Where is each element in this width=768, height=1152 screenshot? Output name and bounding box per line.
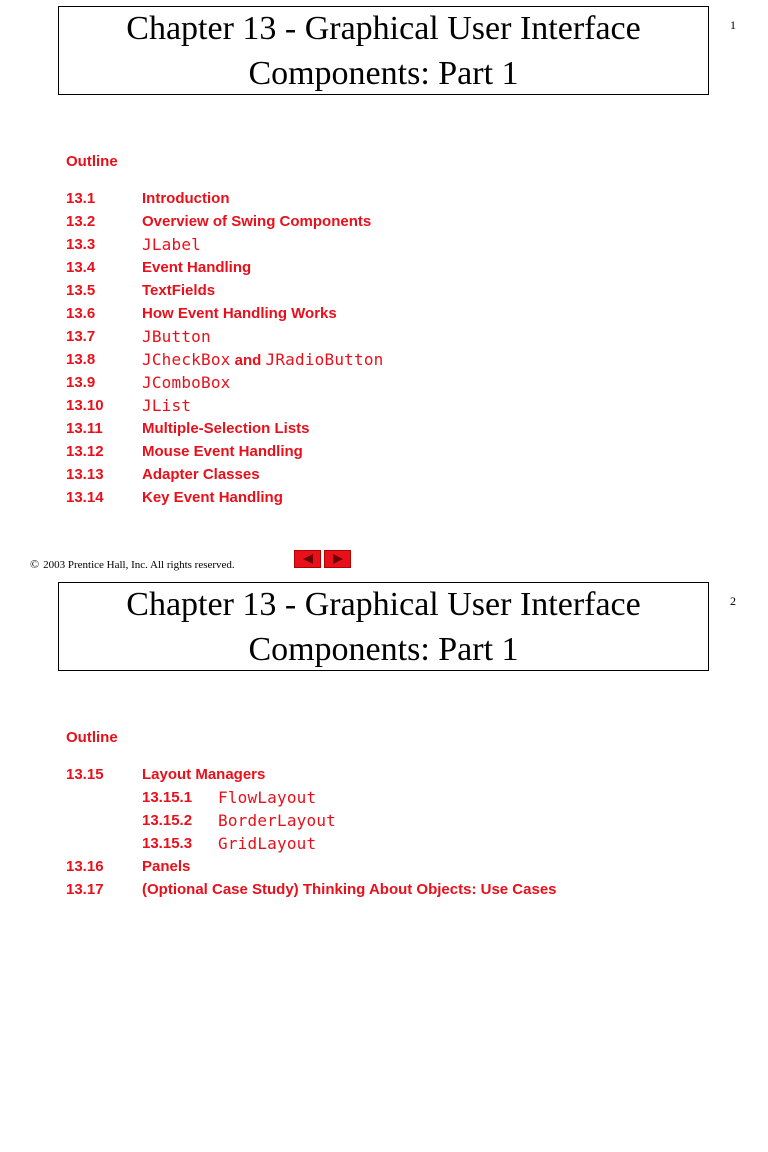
outline-item-number: 13.7 (66, 328, 96, 345)
outline-item-code: JRadioButton (265, 350, 384, 369)
outline-item-number: 13.6 (66, 305, 96, 322)
outline-item-number: 13.10 (66, 397, 104, 414)
outline-heading: Outline (66, 153, 118, 170)
outline-item-text: TextFields (142, 282, 216, 299)
outline-item-text: Layout Managers (142, 766, 266, 783)
outline-item-number: 13.16 (66, 858, 104, 875)
outline-item-number: 13.3 (66, 236, 96, 253)
outline-item-text: (Optional Case Study) Thinking About Objects: Use Cases (142, 881, 557, 898)
outline-item-label (142, 210, 371, 233)
outline-item-label (218, 832, 316, 856)
outline-item-number: 13.11 (66, 420, 103, 437)
outline-item-label (142, 325, 211, 349)
outline-item-label (142, 187, 229, 210)
outline-item-label (142, 417, 310, 440)
outline-item-label (142, 763, 265, 786)
copyright-text: 2003 Prentice Hall, Inc. All rights reserved. (43, 558, 235, 571)
outline-item-code: FlowLayout (218, 788, 317, 807)
outline-item-number: 13.15 (66, 766, 104, 783)
outline-item-label (142, 233, 201, 257)
copyright-footer (30, 557, 235, 572)
outline-heading: Outline (66, 729, 118, 746)
outline-item-number: 13.1 (66, 190, 96, 207)
outline-item-text: Adapter Classes (142, 466, 260, 483)
outline-item-label (218, 809, 336, 833)
outline-item-number: 13.14 (66, 489, 104, 506)
outline-item-number: 13.15.3 (142, 835, 193, 852)
outline-item-text: Event Handling (142, 259, 252, 276)
outline-item-text: Mouse Event Handling (142, 443, 303, 460)
outline-item-number: 13.2 (66, 213, 96, 230)
outline-item-text: How Event Handling Works (142, 305, 337, 322)
outline-item-text: and (230, 352, 266, 369)
title-line-2: Components: Part 1 (248, 630, 519, 668)
outline-item-text: Key Event Handling (142, 489, 283, 506)
title-line-2: Components: Part 1 (248, 54, 519, 92)
slide-navigation (294, 550, 351, 568)
outline-item-number: 13.12 (66, 443, 104, 460)
outline-item-label (142, 279, 215, 302)
slide-number: 2 (730, 594, 736, 608)
outline-item-label (142, 486, 283, 509)
title-line-1: Chapter 13 - Graphical User Interface (126, 585, 641, 623)
slide-title (58, 6, 709, 95)
outline-item-number: 13.15.1 (142, 789, 193, 806)
title-line-1: Chapter 13 - Graphical User Interface (126, 9, 641, 47)
outline-item-number: 13.8 (66, 351, 96, 368)
outline-item-text: Panels (142, 858, 191, 875)
copyright-icon: © (30, 557, 40, 571)
slide-title (58, 582, 709, 671)
outline-item-label (142, 440, 303, 463)
outline-item-label (142, 348, 384, 372)
outline-item-code: JLabel (142, 235, 201, 254)
slide-number: 1 (730, 18, 736, 32)
outline-item-number: 13.13 (66, 466, 104, 483)
outline-item-code: JButton (142, 327, 211, 346)
outline-item-number: 13.17 (66, 881, 104, 898)
outline-item-label (142, 878, 557, 901)
outline-item-label (142, 394, 191, 418)
outline-item-label (218, 786, 316, 810)
outline-item-number: 13.9 (66, 374, 96, 391)
outline-item-label (142, 256, 251, 279)
outline-item-label (142, 371, 231, 395)
outline-item-label (142, 302, 337, 325)
outline-item-code: BorderLayout (218, 811, 336, 830)
outline-item-number: 13.5 (66, 282, 96, 299)
next-slide-button[interactable] (324, 550, 351, 568)
outline-item-code: JList (142, 396, 192, 415)
outline-item-label (142, 463, 260, 486)
outline-item-text: Overview of Swing Components (142, 213, 372, 230)
next-arrow-icon (333, 554, 343, 564)
outline-item-code: GridLayout (218, 834, 317, 853)
outline-item-text: Introduction (142, 190, 230, 207)
outline-item-label (142, 855, 190, 878)
outline-item-number: 13.4 (66, 259, 96, 276)
outline-item-code: JComboBox (142, 373, 231, 392)
slide-2 (0, 576, 768, 1152)
outline-item-text: Multiple-Selection Lists (142, 420, 310, 437)
outline-item-number: 13.15.2 (142, 812, 193, 829)
prev-arrow-icon (303, 554, 313, 564)
prev-slide-button[interactable] (294, 550, 321, 568)
outline-item-code: JCheckBox (142, 350, 231, 369)
